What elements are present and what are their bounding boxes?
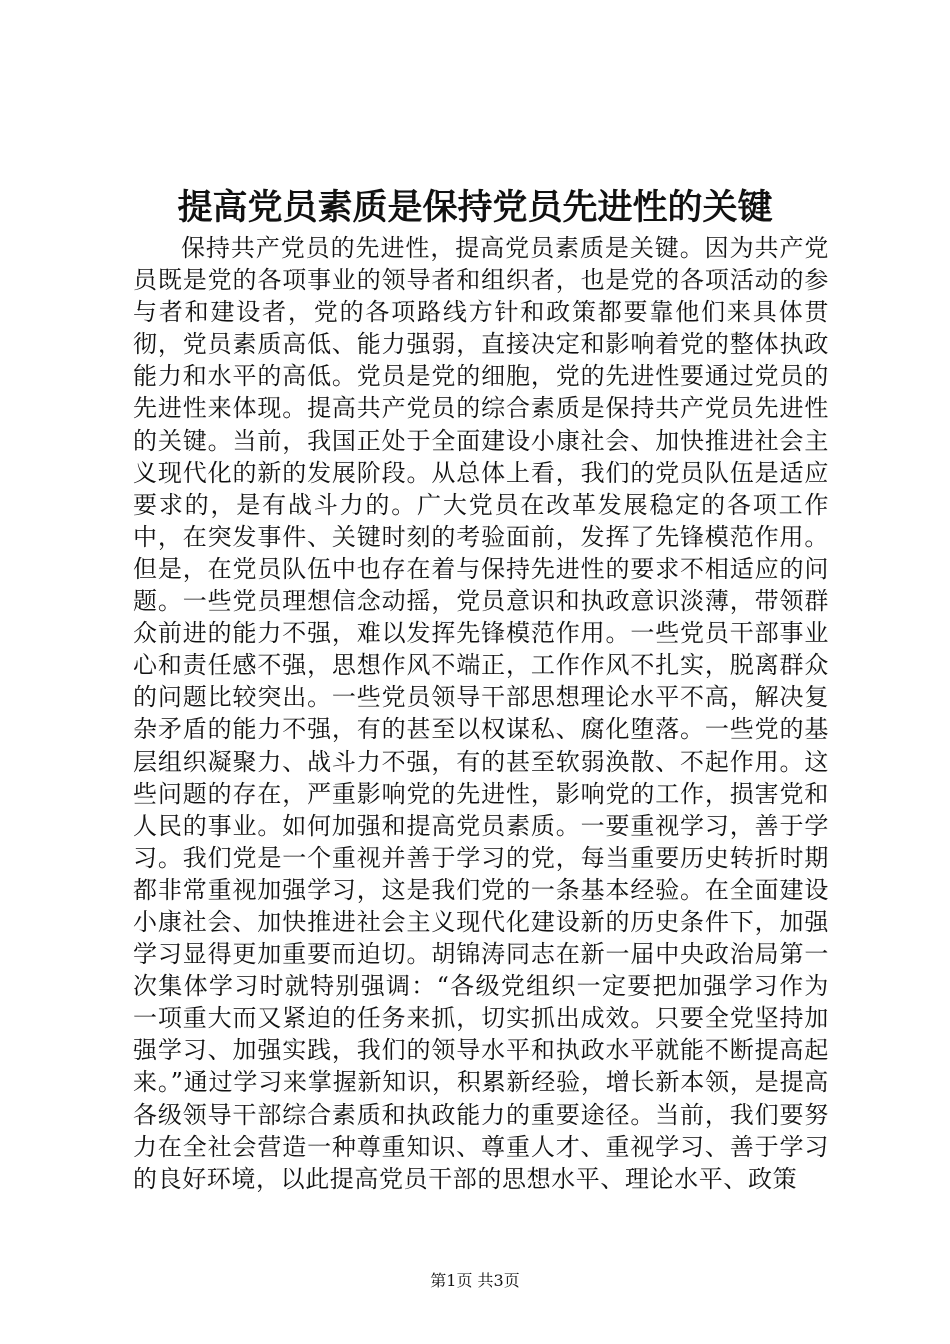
body-paragraph: 保持共产党员的先进性，提高党员素质是关键。因为共产党员既是党的各项事业的领导者和组织者，也是党的各项活动的参与者和建设者，党的各项路线方针和政策都要靠他们来具体贯彻，党员素质高低、能力强弱，直接决定和影响着党的整体执政能力和水平的高低。党员是党的细胞，党的先进性要通过党员的先进性来体现。提高共产党员的综合素质是保持共产党员先进性的关键。当前，我国正处于全面建设小康社会、加快推进社会主义现代化的新的发展阶段。从总体上看，我们的党员队伍是适应要求的，是有战斗力的。广大党员在改革发展稳定的各项工作中，在突发事件、关键时刻的考验面前，发挥了先锋模范作用。但是，在党员队伍中也存在着与保持先进性的要求不相适应的问题。一些党员理想信念动摇，党员意识和执政意识淡薄，带领群众前进的能力不强，难以发挥先锋模范作用。一些党员干部事业心和责任感不强，思想作风不端正，工作作风不扎实，脱离群众的问题比较突出。一些党员领导干部思想理论水平不高，解决复杂矛盾的能力不强，有的甚至以权谋私、腐化堕落。一些党的基层组织凝聚力、战斗力不强，有的甚至软弱涣散、不起作用。这些问题的存在，严重影响党的先进性，影响党的工作，损害党和人民的事业。如何加强和提高党员素质。一要重视学习，善于学习。我们党是一个重视并善于学习的党，每当重要历史转折时期都非常重视加强学习，这是我们党的一条基本经验。在全面建设小康社会、加快推进社会主义现代化建设新的历史条件下，加强学习显得更加重要而迫切。胡锦涛同志在新一届中央政治局第一次集体学习时就特别强调：“各级党组织一定要把加强学习作为一项重大而又紧迫的任务来抓，切实抓出成效。只要全党坚持加强学习、加强实践，我们的领导水平和执政水平就能不断提高起来。”通过学习来掌握新知识，积累新经验，增长新本领，是提高各级领导干部综合素质和执政能力的重要途径。当前，我们要努力在全社会营造一种尊重知识、尊重人才、重视学习、善于学习的良好环境，以此提高党员干部的思想水平、理论水平、政策	[133, 234, 829, 1193]
page-title: 提高党员素质是保持党员先进性的关键	[177, 187, 773, 228]
page-footer: 第1页 共3页	[430, 1271, 520, 1290]
